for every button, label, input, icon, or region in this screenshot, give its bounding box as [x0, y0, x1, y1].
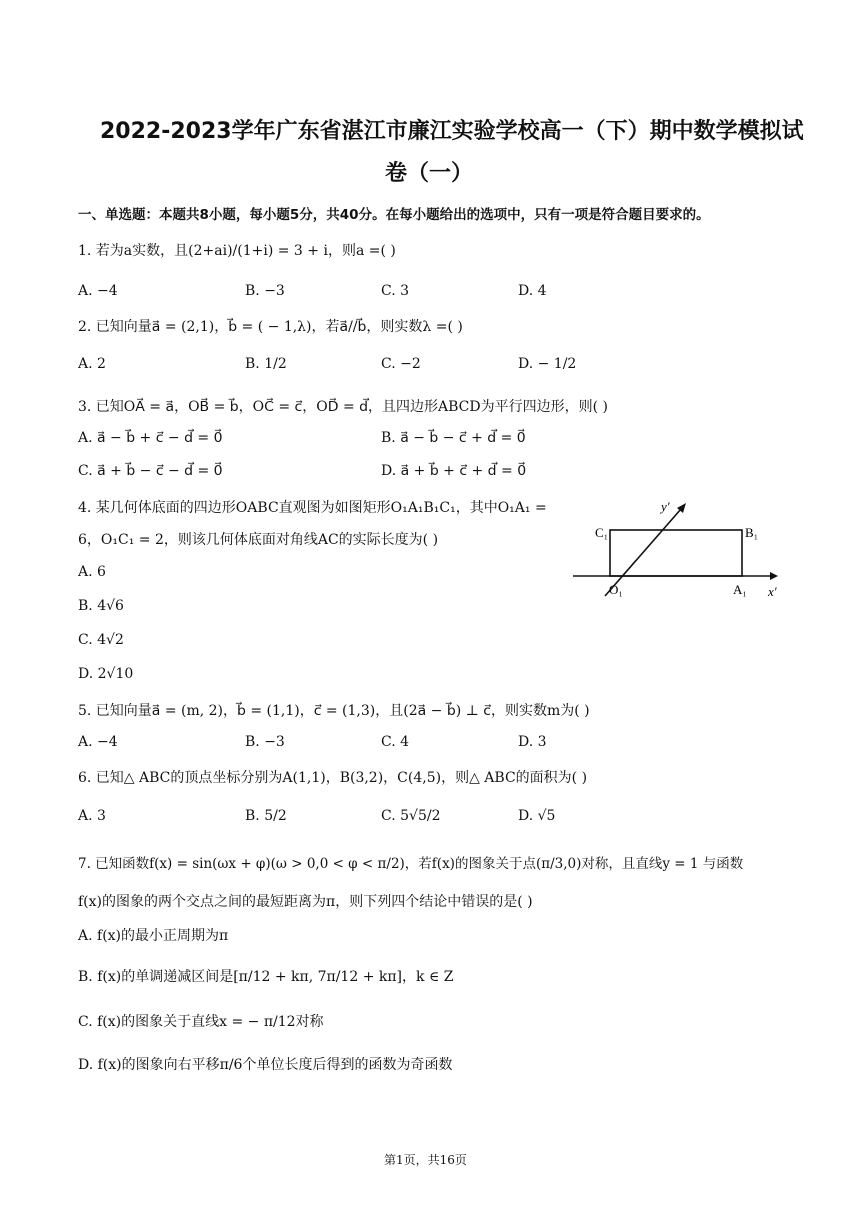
question-1-option-a: A. −4	[78, 283, 118, 299]
question-6-option-a: A. 3	[78, 808, 106, 824]
question-5-option-d: D. 3	[518, 734, 547, 750]
document-title-line2: 卷（一）	[385, 161, 474, 186]
question-5-option-a: A. −4	[78, 734, 118, 750]
document-title-line1: 2022-2023学年广东省湛江市廉江实验学校高一（下）期中数学模拟试	[100, 119, 804, 144]
question-7-option-a: A. f(x)的最小正周期为π	[78, 928, 229, 944]
question-2-option-d: D. − 1/2	[518, 356, 577, 372]
label-o1: O₁	[609, 582, 623, 597]
question-5-option-b: B. −3	[245, 734, 285, 750]
label-c1: C₁	[595, 525, 609, 540]
question-2-option-c: C. −2	[381, 356, 421, 372]
question-2-option-b: B. 1/2	[245, 356, 287, 372]
question-4-option-c: C. 4√2	[78, 632, 124, 648]
question-4-option-b: B. 4√6	[78, 598, 124, 614]
question-7-stem-line2: f(x)的图象的两个交点之间的最短距离为π，则下列四个结论中错误的是( )	[78, 894, 533, 910]
question-5-option-c: C. 4	[381, 734, 410, 750]
question-6-option-d: D. √5	[518, 808, 556, 824]
question-1-option-c: C. 3	[381, 283, 410, 299]
question-3-option-d: D. a⃗ + b⃗ + c⃗ + d⃗ = 0⃗	[381, 463, 527, 479]
question-3-option-b: B. a⃗ − b⃗ − c⃗ + d⃗ = 0⃗	[381, 430, 526, 446]
label-b1: B₁	[745, 525, 759, 540]
question-3-stem: 3. 已知OA⃗ = a⃗，OB⃗ = b⃗，OC⃗ = c⃗，OD⃗ = d⃗，且四边形ABCD为平行四边形，则( )	[78, 399, 608, 415]
question-3-option-a: A. a⃗ − b⃗ + c⃗ − d⃗ = 0⃗	[78, 430, 223, 446]
question-4-stem-line1: 4. 某几何体底面的四边形OABC直观图为如图矩形O₁A₁B₁C₁，其中O₁A₁ =	[78, 500, 547, 516]
question-2-option-a: A. 2	[78, 356, 106, 372]
question-5-stem: 5. 已知向量a⃗ = (m, 2)，b⃗ = (1,1)，c⃗ = (1,3)，且(2a⃗ − b⃗) ⊥ c⃗，则实数m为( )	[78, 703, 590, 719]
question-4-option-a: A. 6	[78, 564, 106, 580]
label-a1: A₁	[733, 582, 747, 597]
page-footer: 第1页，共16页	[384, 1153, 467, 1167]
question-4-figure	[565, 495, 790, 605]
question-7-stem-line1: 7. 已知函数f(x) = sin(ωx + φ)(ω > 0,0 < φ < π/2)，若f(x)的图象关于点(π/3,0)对称，且直线y = 1 与函数	[78, 856, 744, 872]
label-x-axis: x′	[768, 584, 777, 599]
question-6-stem: 6. 已知△ ABC的顶点坐标分别为A(1,1)，B(3,2)，C(4,5)，则△ ABC的面积为( )	[78, 770, 588, 786]
question-6-option-c: C. 5√5/2	[381, 808, 441, 824]
question-7-option-b: B. f(x)的单调递减区间是[π/12 + kπ, 7π/12 + kπ]，k ∈ Z	[78, 969, 454, 985]
question-7-option-d: D. f(x)的图象向右平移π/6个单位长度后得到的函数为奇函数	[78, 1057, 453, 1073]
question-2-stem: 2. 已知向量a⃗ = (2,1)，b⃗ = ( − 1,λ)，若a⃗//b⃗，则实数λ =( )	[78, 319, 463, 335]
section-heading: 一、单选题：本题共8小题，每小题5分，共40分。在每小题给出的选项中，只有一项是符合题目要求的。	[78, 207, 710, 223]
question-6-option-b: B. 5/2	[245, 808, 287, 824]
question-4-option-d: D. 2√10	[78, 666, 134, 682]
question-1-option-d: D. 4	[518, 283, 547, 299]
question-1-stem: 1. 若为a实数，且(2+ai)/(1+i) = 3 + i，则a =( )	[78, 243, 396, 259]
rectangle-o1a1b1c1	[610, 530, 742, 576]
question-3-option-c: C. a⃗ + b⃗ − c⃗ − d⃗ = 0⃗	[78, 463, 223, 479]
question-4-stem-line2: 6，O₁C₁ = 2，则该几何体底面对角线AC的实际长度为( )	[78, 532, 439, 548]
x-axis-arrow	[770, 572, 778, 580]
question-7-option-c: C. f(x)的图象关于直线x = − π/12对称	[78, 1014, 324, 1030]
label-y-axis: y′	[661, 499, 670, 514]
question-1-option-b: B. −3	[245, 283, 285, 299]
